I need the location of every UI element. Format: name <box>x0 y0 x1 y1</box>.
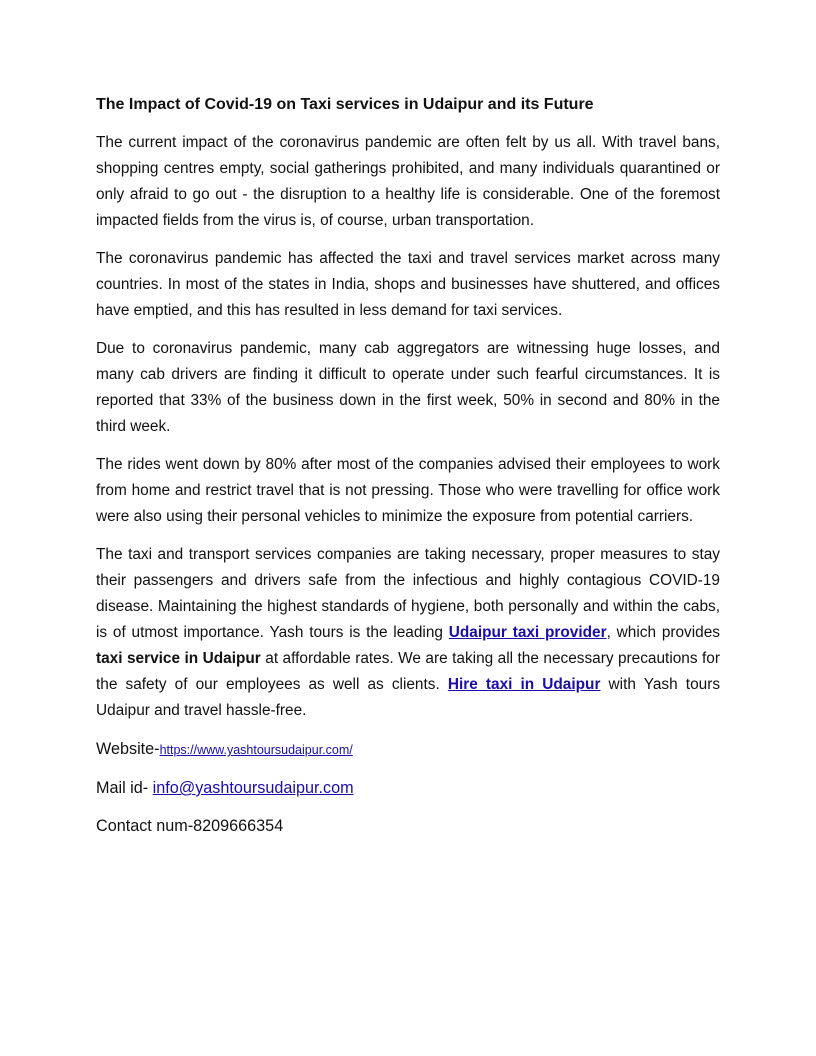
taxi-service-bold-text: taxi service in Udaipur <box>96 650 261 667</box>
paragraph-5 <box>96 542 720 724</box>
website-label: Website- <box>96 740 160 758</box>
paragraph-3: Due to coronavirus pandemic, many cab aggregators are witnessing huge losses, and many cab drivers are finding it difficult to operate under such fearful circumstances. It is reported that 33% of the business down in the first week, 50% in second and 80% in the third week. <box>96 340 720 435</box>
document-page <box>96 94 720 852</box>
paragraph-5-text-1: The taxi and transport services companies are taking necessary, proper measures to stay their passengers and drivers safe from the infectious and highly contagious COVID-19 disease. Maintaining the highest standards of hygiene, both personally and within the cabs, is of utmost importance. Yash tours is the leading <box>96 546 720 641</box>
paragraph-5-text-4: with Yash tours Udaipur and travel hassle-free. <box>96 676 721 719</box>
mail-link[interactable]: info@yashtoursudaipur.com <box>152 779 354 797</box>
document-title: The Impact of Covid-19 on Taxi services in Udaipur and its Future <box>96 96 594 113</box>
paragraph-2: The coronavirus pandemic has affected the taxi and travel services market across many countries. In most of the states in India, shops and businesses have shuttered, and offices have emptied, and this has resulted in less demand for taxi services. <box>96 250 720 319</box>
hire-taxi-link[interactable]: Hire taxi in Udaipur <box>447 676 601 693</box>
paragraph-5-text-3: at affordable rates. We are taking all the necessary precautions for the safety of our employees as well as clients. <box>96 650 720 693</box>
website-url-link[interactable]: https://www.yashtoursudaipur.com/ <box>159 743 353 757</box>
contact-number: Contact num-8209666354 <box>96 817 284 835</box>
mail-label: Mail id- <box>96 779 153 797</box>
udaipur-taxi-provider-link[interactable]: Udaipur taxi provider <box>448 624 607 641</box>
paragraph-1: The current impact of the coronavirus pandemic are often felt by us all. With travel bans, shopping centres empty, social gatherings prohibited, and many individuals quarantined or only afraid to go out - the disruption to a healthy life is considerable. One of the foremost impacted fields from the virus is, of course, urban transportation. <box>96 134 720 229</box>
paragraph-5-text-2: , which provides <box>606 624 720 641</box>
mail-line <box>96 776 720 800</box>
paragraph-4: The rides went down by 80% after most of the companies advised their employees to work from home and restrict travel that is not pressing. Those who were travelling for office work were also using their personal vehicles to minimize the exposure from potential carriers. <box>96 456 720 525</box>
website-line <box>96 737 720 762</box>
